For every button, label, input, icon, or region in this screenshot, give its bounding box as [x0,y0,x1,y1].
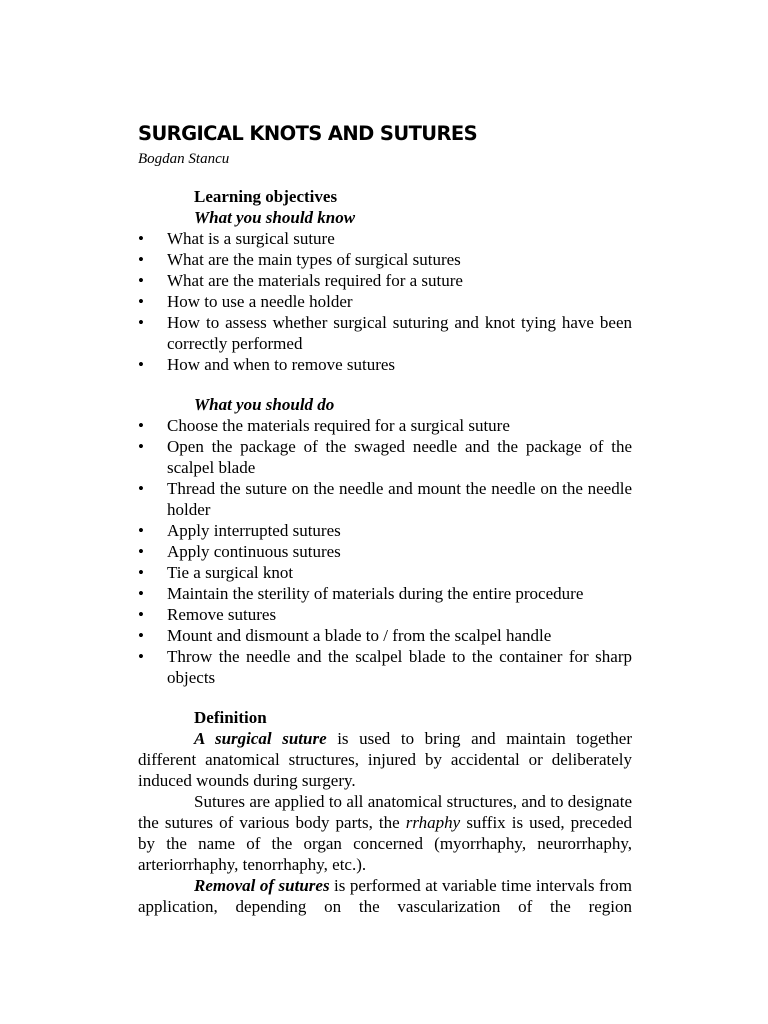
list-item: • Throw the needle and the scalpel blade to the container for sharp objects [138,646,632,688]
rrhaphy-text-a: Sutures are applied to all anatomical structures, and to designate the sutures of various body parts, the [138,792,632,832]
know-list [138,228,632,375]
list-item: • How and when to remove sutures [138,354,632,375]
definition-heading: Definition [194,708,267,727]
list-item: • Apply continuous sutures [138,541,632,562]
list-item: • Thread the suture on the needle and mount the needle on the needle holder [138,478,632,520]
list-item: • Apply interrupted sutures [138,520,632,541]
list-item: • Remove sutures [138,604,632,625]
list-item: • What are the main types of surgical sutures [138,249,632,270]
definition-text: is used to bring and maintain together different anatomical structures, injured by accidental or deliberately induced wounds during surgery. [138,729,632,790]
do-list [138,415,632,688]
document-page [138,121,632,917]
removal-text: is performed at variable time intervals from application, depending on the vascularization of the region [138,876,632,916]
term-removal-of-sutures: Removal of sutures [194,876,330,895]
rrhaphy-paragraph [138,791,632,875]
list-item: • Open the package of the swaged needle and the package of the scalpel blade [138,436,632,478]
list-item: • Tie a surgical knot [138,562,632,583]
list-item: • Choose the materials required for a surgical suture [138,415,632,436]
removal-paragraph [138,875,632,917]
list-item: • What is a surgical suture [138,228,632,249]
what-you-should-know-heading: What you should know [194,208,356,227]
learning-objectives-heading: Learning objectives [194,187,338,206]
list-item: • How to use a needle holder [138,291,632,312]
term-rrhaphy: rrhaphy [405,813,461,832]
document-title: SURGICAL KNOTS AND SUTURES [138,122,478,145]
what-you-should-do-heading: What you should do [194,395,335,414]
list-item: • How to assess whether surgical suturing and knot tying have been correctly performed [138,312,632,354]
author-name: Bogdan Stancu [138,151,230,167]
list-item: • Mount and dismount a blade to / from the scalpel handle [138,625,632,646]
list-item: • Maintain the sterility of materials during the entire procedure [138,583,632,604]
definition-paragraph [138,728,632,791]
term-surgical-suture: A surgical suture [194,729,327,748]
rrhaphy-text-b: suffix is used, preceded by the name of the organ concerned (myorrhaphy, neurorrhaphy, arteriorrhaphy, tenorrhaphy, etc.). [138,813,632,874]
list-item: • What are the materials required for a suture [138,270,632,291]
